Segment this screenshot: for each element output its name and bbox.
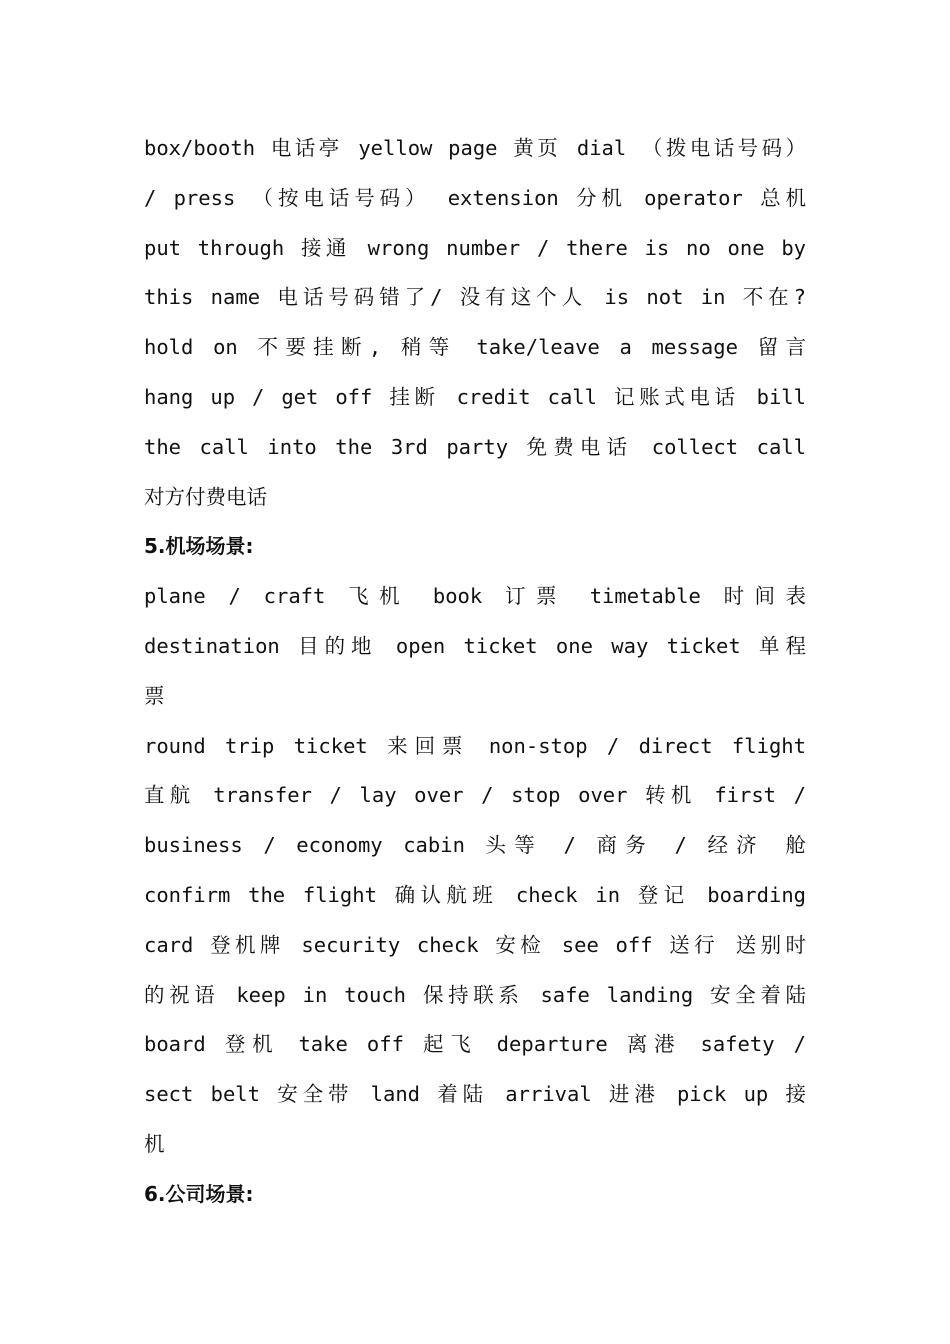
text-line: 直航 transfer / lay over / stop over 转机 first / — [144, 783, 806, 808]
document-page — [144, 124, 806, 1220]
text-line: round trip ticket 来回票 non-stop / direct flight — [144, 733, 806, 758]
airport-section-heading: 5.机场场景: — [144, 534, 254, 559]
text-line: board 登机 take off 起飞 departure 离港 safety / — [144, 1032, 806, 1057]
company-section-heading: 6.公司场景: — [144, 1181, 254, 1206]
text-line: 对方付费电话 — [144, 484, 267, 509]
text-line: sect belt 安全带 land 着陆 arrival 进港 pick up 接 — [144, 1082, 806, 1107]
phone-vocab-paragraph — [144, 124, 806, 522]
text-line: box/booth 电话亭 yellow page 黄页 dial （拨电话号码） — [144, 136, 806, 160]
text-line: hold on 不要挂断, 稍等 take/leave a message 留言 — [144, 335, 806, 360]
text-line: hang up / get off 挂断 credit call 记账式电话 bill — [144, 384, 806, 409]
airport-vocab-paragraph — [144, 572, 806, 1170]
text-line: card 登机牌 security check 安检 see off 送行 送别时 — [144, 932, 806, 957]
text-line: put through 接通 wrong number / there is no one by — [144, 235, 806, 260]
text-line: / press （按电话号码） extension 分机 operator 总机 — [144, 185, 806, 210]
text-line: destination 目的地 open ticket one way ticket 单程 — [144, 633, 806, 658]
text-line: business / economy cabin 头等 / 商务 / 经济 舱 — [144, 833, 806, 858]
text-line: 票 — [144, 683, 165, 708]
text-line: 的祝语 keep in touch 保持联系 safe landing 安全着陆 — [144, 982, 806, 1007]
text-line: confirm the flight 确认航班 check in 登记 boarding — [144, 882, 806, 907]
text-line: plane / craft 飞机 book 订票 timetable 时间表 — [144, 584, 806, 609]
text-line: this name 电话号码错了/ 没有这个人 is not in 不在? — [144, 285, 806, 310]
text-line: 机 — [144, 1131, 165, 1156]
text-line: the call into the 3rd party 免费电话 collect call — [144, 434, 806, 459]
